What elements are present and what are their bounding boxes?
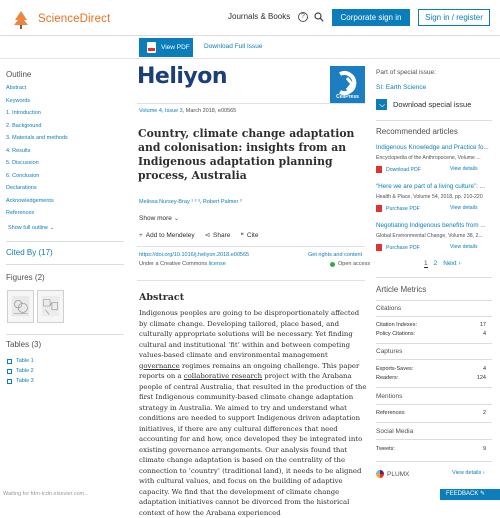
metric-label: References:: [376, 410, 406, 416]
table-label: Table 1: [16, 358, 34, 364]
metric-row: [376, 446, 486, 452]
abstract-segment: Indigenous peoples are going to be disproportionately affected by climate change. Developing tailored, place based, and culturally appropriate solutions will be necessary. Yet finding cultural and institutional ‘fit’ within and between competing values-based climate and environmental management: [139, 309, 360, 359]
quote-icon: ❝: [240, 232, 244, 239]
recommended-download-pdf-link[interactable]: [376, 166, 421, 173]
plumx-label: PLUMX: [387, 470, 410, 478]
metric-value: 9: [482, 446, 486, 452]
metric-value: 4: [482, 331, 486, 337]
recommended-heading: Recommended articles: [376, 127, 458, 136]
feedback-button[interactable]: [440, 489, 500, 500]
pdf-icon: [376, 166, 382, 173]
divider: [376, 439, 492, 440]
volume-issue-link[interactable]: Volume 4, Issue 3: [139, 108, 183, 114]
metric-row: [376, 410, 486, 416]
outline-heading: Outline: [6, 70, 32, 79]
doi-link[interactable]: https://doi.org/10.1016/j.heliyon.2018.e00565: [139, 252, 250, 258]
divider: [376, 300, 492, 301]
divider: [6, 264, 124, 265]
add-mendeley-label: Add to Mendeley: [145, 231, 195, 239]
chevron-down-icon: ⌄: [49, 225, 55, 231]
open-access-label: Open access: [338, 261, 371, 267]
metric-label: Tweets:: [376, 446, 395, 452]
metrics-group-citations: Citations: [376, 305, 402, 312]
figure-thumbnail[interactable]: [7, 290, 34, 323]
download-icon: [376, 99, 387, 110]
divider: [376, 359, 492, 360]
rights-link[interactable]: Get rights and content: [308, 252, 363, 258]
logo-text: ScienceDirect: [38, 13, 111, 25]
author-list[interactable]: Melissa Nursey-Bray ¹ ² ³, Robert Palmer ³: [139, 199, 242, 205]
corporate-signin-button[interactable]: Corporate sign in: [332, 9, 410, 26]
rec-action-label: Purchase PDF: [386, 205, 420, 212]
divider: [376, 277, 492, 278]
outline-list: [6, 85, 68, 223]
sciencedirect-logo[interactable]: [10, 8, 110, 30]
metric-label: Exports-Saves:: [376, 366, 414, 372]
feedback-label: FEEDBACK: [446, 491, 479, 497]
tables-list: [7, 356, 34, 386]
outline-item[interactable]: 1. Introduction: [6, 110, 41, 116]
article-metrics-heading: Article Metrics: [376, 285, 427, 294]
outline-item[interactable]: 5. Discussion: [6, 160, 39, 166]
cited-by-link[interactable]: Cited By (17): [6, 248, 53, 257]
pdf-icon: [147, 42, 156, 53]
metric-label: Citation Indexes:: [376, 322, 417, 328]
view-details-link[interactable]: View details: [450, 205, 478, 211]
show-more-button[interactable]: [139, 214, 179, 222]
show-full-outline-link[interactable]: [8, 225, 54, 231]
outline-item[interactable]: References: [6, 210, 35, 216]
collaborative-research-term-link[interactable]: collaborative research: [183, 372, 263, 380]
metric-row: [376, 331, 486, 337]
recommended-article-title[interactable]: Indigenous Knowledge and Practice fo...: [376, 144, 489, 151]
cite-label: Cite: [246, 231, 259, 239]
table-icon: [7, 369, 12, 374]
recommended-article-source: Encyclopedia of the Anthropocene, Volume ...: [376, 155, 481, 161]
license-prefix: Under a Creative Commons: [139, 261, 209, 267]
help-icon[interactable]: ?: [298, 12, 308, 22]
special-issue-link[interactable]: SI: Earth Science: [376, 84, 427, 91]
metrics-view-details-label: View details: [452, 470, 482, 476]
outline-item[interactable]: 4. Results: [6, 147, 31, 154]
pdf-icon: [376, 244, 382, 251]
outline-item[interactable]: Declarations: [6, 185, 37, 191]
metric-row: [376, 322, 486, 328]
page-2[interactable]: 2: [433, 260, 438, 267]
show-more-label: Show more: [139, 215, 172, 222]
divider: [376, 316, 492, 317]
view-details-link[interactable]: View details: [450, 244, 478, 250]
view-pdf-label: View PDF: [161, 44, 190, 51]
recommended-purchase-pdf-link[interactable]: [376, 205, 420, 212]
divider: [376, 387, 492, 388]
abstract-segment: regimes remains an ongoing challenge. This paper reports on a: [139, 361, 360, 380]
next-label: Next: [443, 260, 457, 267]
metric-label: Policy Citations:: [376, 331, 416, 337]
figure-1-image-icon: [8, 291, 33, 322]
table-list-item[interactable]: [7, 366, 34, 376]
chevron-right-icon: ›: [458, 260, 461, 267]
divider: [376, 343, 492, 344]
recommended-article-source: Global Environmental Change, Volume 38, 2...: [376, 233, 483, 239]
view-details-link[interactable]: View details: [450, 166, 478, 172]
download-special-issue-button[interactable]: [376, 99, 471, 110]
rec-action-label: Purchase PDF: [386, 244, 420, 251]
metric-row: [376, 366, 486, 372]
share-icon: ⊲: [204, 232, 211, 239]
outline-item[interactable]: Keywords: [6, 97, 31, 104]
metric-label: Readers:: [376, 375, 399, 381]
metrics-group-mentions: Mentions: [376, 393, 403, 400]
share-button[interactable]: [205, 231, 231, 239]
special-issue-label: Part of special issue:: [376, 69, 436, 76]
metric-row: [376, 375, 486, 381]
page-1[interactable]: 1: [424, 260, 428, 267]
download-full-issue-link[interactable]: Download Full Issue: [204, 43, 263, 50]
metrics-view-details-link[interactable]: [452, 470, 485, 476]
issue-info: [139, 108, 236, 114]
metrics-group-social-media: Social Media: [376, 428, 414, 435]
site-header: [0, 0, 500, 36]
show-full-outline-label: Show full outline: [8, 225, 49, 231]
governance-term-link[interactable]: governance: [139, 361, 180, 370]
abstract-heading: Abstract: [139, 292, 185, 303]
figures-heading: Figures (2): [6, 273, 45, 282]
recommended-pagination: [424, 260, 461, 268]
table-icon: [7, 359, 12, 364]
table-list-item[interactable]: [7, 376, 34, 386]
tables-heading: Tables (3): [6, 340, 42, 349]
journals-books-link[interactable]: Journals & Books: [228, 12, 291, 21]
metric-value: 2: [482, 410, 486, 416]
browser-status-text: Waiting for fdm-tcdn.elsevier.com...: [3, 491, 89, 497]
outline-item[interactable]: 2. Background: [6, 122, 42, 129]
cellpress-label: CellPress: [336, 94, 359, 100]
metric-value: 4: [482, 366, 486, 372]
table-icon: [7, 379, 12, 384]
article-toolbar: [0, 36, 500, 59]
add-mendeley-button[interactable]: [139, 231, 195, 239]
divider: [6, 334, 124, 335]
abstract-segment: project with the Arabana people of central Australia, that resulted in the production of the first Indigenous community-based climate change adaptation strategy in Australia. We aimed to try and understand what conditions are needed to support Indigenous driven adaptation initiatives, if there are any cultural differences that need accounting for and how, once developed they be integrated into existing governance arrangements. Our analysis found that climate change adaptation is based on the centrality of the connection to ‘country’ (traditional land), it needs to be aligned with cultural values, and focus on the building of adaptive capacity. We find that the development of climate change adaptation initiatives cannot be divorced from the historical context of how the Arabana experienced: [139, 372, 367, 517]
divider: [376, 422, 492, 423]
metric-value: 124: [476, 375, 486, 381]
license-info: [139, 261, 226, 267]
outline-item[interactable]: 6. Conclusion: [6, 172, 40, 179]
divider: [376, 461, 492, 462]
recommended-article-title[interactable]: Negotiating Indigenous benefits from ...: [376, 222, 486, 229]
metric-value: 17: [479, 322, 486, 328]
issue-date: , March 2018, e00565: [182, 108, 237, 114]
plumx-logo[interactable]: [376, 470, 409, 478]
recommended-article-source: Health & Place, Volume 54, 2018, pp. 210-220: [376, 194, 483, 200]
figure-2-image-icon: [38, 291, 63, 322]
outline-item[interactable]: Abstract: [6, 85, 27, 91]
divider: [137, 280, 365, 281]
chat-icon: ✎: [480, 491, 486, 497]
chevron-down-icon: ⌄: [173, 215, 180, 222]
cite-button[interactable]: [240, 231, 258, 239]
pdf-icon: [376, 205, 382, 212]
recommended-purchase-pdf-link[interactable]: [376, 244, 420, 251]
signin-register-button[interactable]: Sign in / register: [418, 9, 490, 26]
plus-icon: +: [139, 231, 143, 239]
plumx-icon: [376, 470, 384, 478]
divider: [137, 246, 365, 247]
article-title: Country, climate change adaptation and colonisation: insights from an Indigenous adaptation planning process, Australia: [138, 127, 355, 182]
divider: [6, 241, 124, 242]
license-link[interactable]: license: [208, 261, 226, 267]
search-icon[interactable]: [314, 12, 324, 22]
abstract-text: [139, 308, 367, 518]
divider: [137, 103, 365, 104]
elsevier-tree-icon: [10, 8, 32, 30]
metrics-group-captures: Captures: [376, 348, 403, 355]
journal-logo[interactable]: Heliyon: [137, 64, 228, 89]
figure-thumbnail[interactable]: [37, 290, 64, 323]
rec-action-label: Download PDF: [386, 166, 421, 173]
view-pdf-button[interactable]: [139, 38, 193, 57]
next-page-link[interactable]: [443, 260, 460, 268]
recommended-article-title[interactable]: “Here we are part of a living culture”: ...: [376, 183, 485, 190]
article-actions: [139, 231, 258, 239]
download-special-issue-label: Download special issue: [393, 100, 472, 109]
divider: [376, 404, 492, 405]
share-label: Share: [213, 231, 231, 239]
outline-item[interactable]: 3. Materials and methods: [6, 135, 68, 141]
table-list-item[interactable]: [7, 356, 34, 366]
outline-item[interactable]: Acknowledgements: [6, 197, 54, 204]
table-label: Table 2: [16, 368, 34, 374]
divider: [376, 120, 492, 121]
table-label: Table 3: [16, 378, 34, 384]
open-access-dot-icon: [330, 262, 335, 267]
open-access-badge: [330, 261, 370, 267]
chevron-right-icon: ›: [482, 470, 485, 476]
